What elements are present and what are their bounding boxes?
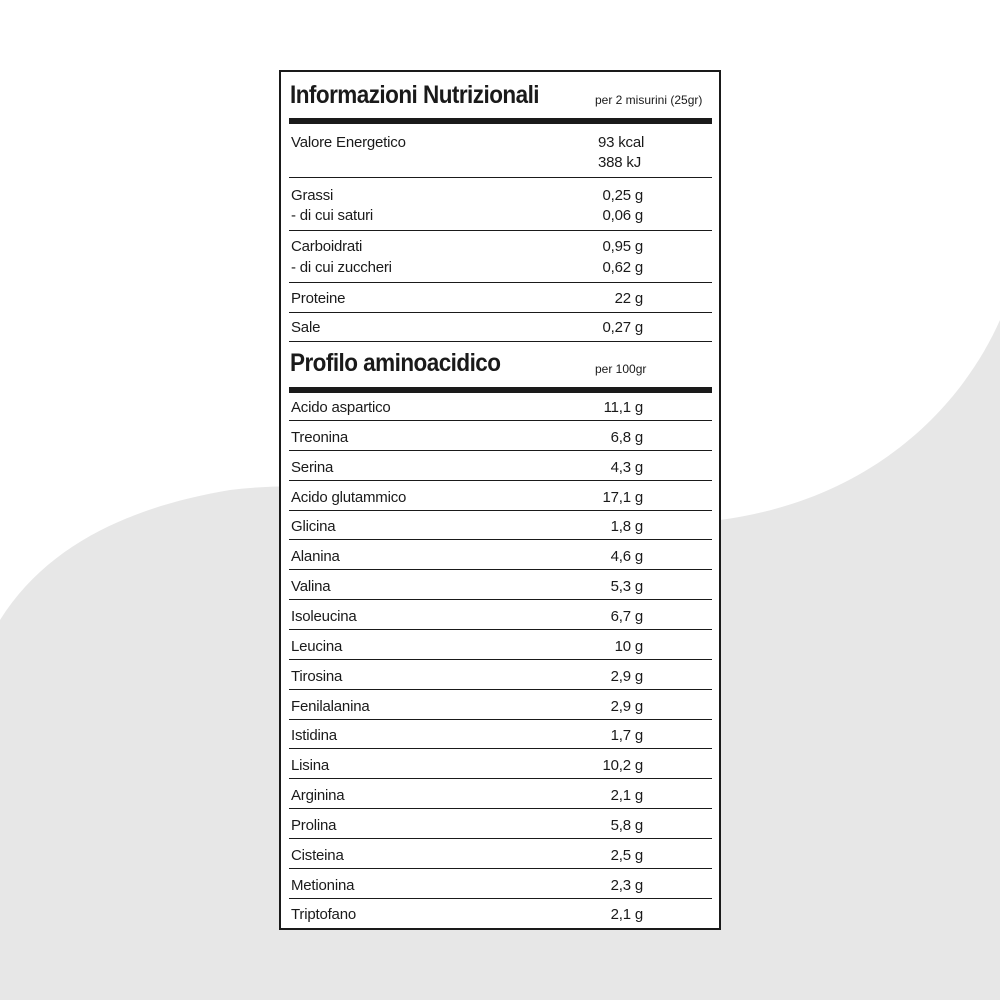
amino-value: 11,1 g [603,399,643,416]
row-divider [289,838,712,839]
amino-value: 2,3 g [610,876,643,894]
amino-name: Fenilalanina [291,697,370,715]
row-divider [289,420,712,421]
row-divider [289,450,712,451]
amino-value: 10 g [614,637,643,655]
row-divider [289,539,712,540]
row-divider [289,629,712,630]
amino-value: 17,1 g [602,488,643,506]
amino-name: Lisina [291,757,329,775]
saturated-fat-label: - di cui saturi [291,207,374,224]
row-divider [289,341,712,342]
amino-name: Leucina [291,637,343,655]
row-divider [289,510,712,511]
amino-value: 5,8 g [610,816,643,834]
row-divider [289,689,712,690]
amino-header-divider [289,387,712,393]
row-divider [289,778,712,779]
amino-value: 1,8 g [610,518,643,536]
amino-title: Profilo aminoacidico [290,349,501,377]
saturated-fat-value: 0,06 g [602,207,643,224]
fat-label: Grassi [291,187,334,204]
amino-value: 2,5 g [610,846,643,864]
amino-value: 10,2 g [602,757,643,775]
amino-value: 5,3 g [610,578,643,596]
amino-value: 2,1 g [610,787,643,805]
amino-name: Serina [291,458,334,476]
salt-value: 0,27 g [602,319,643,336]
row-divider [289,659,712,660]
fat-value: 0,25 g [602,187,643,204]
amino-per-quantity: per 100gr [595,362,647,376]
nutrition-label [279,70,721,930]
nutrition-title: Informazioni Nutrizionali [290,81,540,109]
row-divider [289,808,712,809]
serving-size: per 2 misurini (25gr) [595,93,703,107]
amino-name: Treonina [291,428,349,446]
salt-label: Sale [291,319,321,336]
amino-value: 6,7 g [610,607,643,625]
row-divider [289,312,712,313]
amino-name: Cisteina [291,846,344,864]
energy-kj: 388 kJ [598,154,641,171]
amino-name: Istidina [291,727,337,745]
row-divider [289,480,712,481]
row-divider [289,177,712,178]
row-divider [289,868,712,869]
amino-name: Alanina [291,548,340,566]
amino-name: Tirosina [291,667,343,685]
amino-value: 1,7 g [610,727,643,745]
amino-name: Isoleucina [291,607,357,625]
amino-name: Arginina [291,787,345,805]
energy-label: Valore Energetico [291,134,406,151]
amino-value: 4,3 g [610,458,643,476]
header-divider [289,118,712,124]
row-divider [289,282,712,283]
amino-value: 2,1 g [610,906,643,924]
sugars-value: 0,62 g [602,259,643,276]
amino-name: Glicina [291,518,336,536]
row-divider [289,898,712,899]
amino-name: Metionina [291,876,355,894]
row-divider [289,569,712,570]
protein-label: Proteine [291,290,346,307]
protein-value: 22 g [614,290,643,307]
row-divider [289,599,712,600]
amino-name: Acido aspartico [291,399,391,416]
row-divider [289,230,712,231]
amino-name: Prolina [291,816,337,834]
energy-kcal: 93 kcal [598,134,645,151]
amino-value: 2,9 g [610,667,643,685]
amino-name: Triptofano [291,906,356,924]
amino-name: Valina [291,578,331,596]
row-divider [289,748,712,749]
amino-value: 6,8 g [610,428,643,446]
sugars-label: - di cui zuccheri [291,259,392,276]
amino-value: 2,9 g [610,697,643,715]
carbs-label: Carboidrati [291,238,363,255]
row-divider [289,719,712,720]
carbs-value: 0,95 g [602,238,643,255]
amino-name: Acido glutammico [291,488,407,506]
amino-value: 4,6 g [610,548,643,566]
